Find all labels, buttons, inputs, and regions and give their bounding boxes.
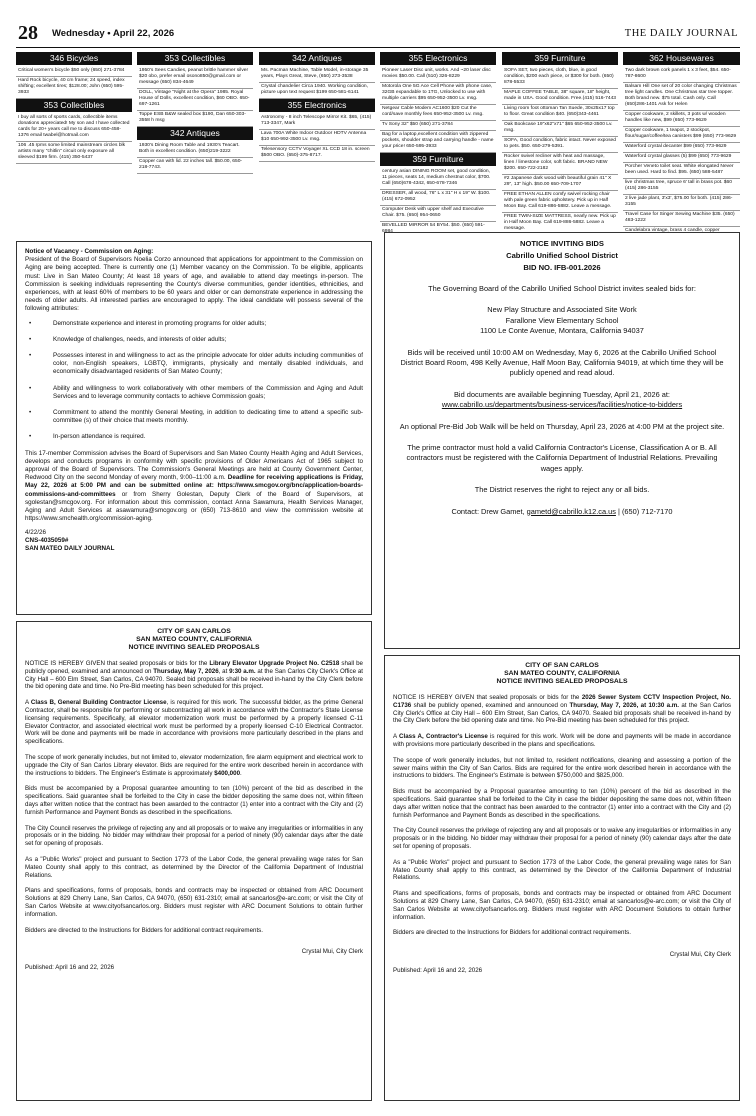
classified-column <box>380 52 496 232</box>
notice-paragraph: Bids must be accompanied by a Proposal guarantee amounting to ten (10%) percent of the bid as described in the specifications. Said guarantee shall be forfeited to the City in case the bidder depositing the same does not, within fifteen days after written notice that the contract has been awarded to the contractor (1) enter into a contract with the City and (2) furnish Performance and Payment Bonds as described in the specifications. <box>393 788 731 819</box>
bid-docs: Bid documents are available beginning Tuesday, April 21, 2026 at: <box>454 389 670 399</box>
notice-date: 4/22/26 <box>25 529 47 537</box>
classified-ad: Lava 700A White Indoor Outdoor HDTV Antenna $10 650-992-3500 Lv. msg. <box>259 130 375 146</box>
category-header: 353 Collectibles <box>16 99 132 112</box>
published-dates: Published: April 16 and 22, 2026 <box>393 966 483 974</box>
category-header: 359 Furniture <box>502 52 618 65</box>
notice-paragraph: The scope of work generally includes, but not limited to, elevator modernization, fire alarm equipment and electrical work to upgrade the City of San Carlos Library elevator. Bids are required for the entire work described herein in accordance with the instructions to bidders. The Engineer's Estimate is approximately $400,000. <box>25 753 363 777</box>
classified-ad: Telesensory CCTV Voyager XL CCD 18 in. screen $500 OBO. (650)-375-8717. <box>259 146 375 162</box>
city-website-link[interactable]: www.cityofsancarlos.org <box>461 905 528 913</box>
san-carlos-sewer-notice <box>384 655 740 1101</box>
category-header: 353 Collectibles <box>137 52 253 65</box>
classified-ad: Copper can with lid. 22 inches tall. $50.00, 650-218-7743. <box>137 158 253 174</box>
classified-ad: Copper cookware, 1 teapot, 2 stockpot, flour/sugar/coffee/tea canisters $99 (650) 773-9629 <box>623 127 740 143</box>
classified-ad: Rocker swivel recliner with heat and massage, linen / limestone color, soft fabric. BRAND NEW $200. 650-722-2182 <box>502 153 618 175</box>
page-number: 28 <box>18 22 38 44</box>
vacancy-contact: or from Sherry Golestan, Deputy Clerk of the Board of Supervisors, at sgolestan@smcgov.org. For information about this commission, contact Anna Sawamura, Health Services Manager, Aging and Adult Services at asawamura@smcgov.org or (650) 713-8610 and view the commission website at https://www.smchealth.org/commission-aging. <box>25 490 363 523</box>
classified-column <box>502 52 618 232</box>
classified-ad: Computer Desk with upper shelf and Executive Chair. $75. (650) 954-0650 <box>380 206 496 222</box>
reject-rights: The District reserves the right to reject any or all bids. <box>474 485 650 495</box>
classified-ad: 1950's Sees Candies, peanut brittle hammer silver $20 obo, prefer email osono850@gmail.com or message (650) 834-4649 <box>137 67 253 89</box>
classified-ad: Oak Bookcase 19"x62"x71" $65 650-952-3500 Lv. msg. <box>502 121 618 137</box>
deadline-text: Deadline for receiving applications is Friday, May 22, 2026 at 5:00 PM and can be submitted online at: https://www.smcgov.org/bnc/application-boards-commissions-and-committees <box>25 474 363 498</box>
classified-ad: Candelabra vintage, brass 4 candle, copper <box>623 227 740 232</box>
attribute-item: • In-person attendance is required. <box>25 433 363 441</box>
classified-ad: Pioneer Laser Disc unit, works. And ~20 laser disc movies $50.00. Call (510) 326-8229 <box>380 67 496 83</box>
page-header <box>16 20 740 48</box>
classified-ad: Waterford crystal glasses (5) $99 (650) 773-9629 <box>623 153 740 163</box>
category-header: 359 Furniture <box>380 153 496 166</box>
classified-ad: Two dark brown cork panels 1 x 3 feet, $54. 650-787-8600 <box>623 67 740 83</box>
classified-ad: Motorola One 5G Ace Cell Phone with phone case, 32GB expandable to 1TG, Unlocked to use with multiple carriers $95 650-952-3500 Lv. msg. <box>380 83 496 105</box>
classified-ad: SOFA SET, two pieces, cloth, blue, in good condition, $200 each piece, or $300 for both. (650) 878-5533 <box>502 67 618 89</box>
classified-ad: 106 .45 rpms some limited mainstream circles blk artists many "chitlin" circuit only exposure all sleeved $199 firm. (415) 350-5437 <box>16 142 132 164</box>
classified-ad: SOFA, Good condition, fabric intact. Never exposed to pets. $50. 650-279-5391. <box>502 137 618 153</box>
classified-ad: Copper cookware, 2 skillets, 3 pots w/ wooden handles like new, $99 (650) 773-9629 <box>623 111 740 127</box>
classified-column <box>259 52 375 232</box>
category-header: 346 Bicycles <box>16 52 132 65</box>
classified-ad: BEVELLED MIRROR 54 BY54. $50. (650) 591-6984 <box>380 222 496 232</box>
classified-ad: Balsam Hill One set of 20 color changing Christmas tree light candles. One Christmas star tree topper. Both brand new. $75 total. Cash only. Call (650)286-1401 Ask for Helen <box>623 83 740 111</box>
notice-city: CITY OF SAN CARLOS <box>525 662 599 669</box>
notice-city: CITY OF SAN CARLOS <box>157 628 231 635</box>
classified-ad: Crystal chandelier Circa 1940. Working condition, picture upon text request $199 650-581-6141 <box>259 83 375 99</box>
notice-paragraph: As a "Public Works" project and pursuant to Section 1773 of the Labor Code, the general prevailing wage rates for San Mateo County shall apply to this contract, as determined by the Director of the California Department of Industrial Relations. <box>393 858 731 882</box>
notice-paragraph: Bidders are directed to the Instructions for Bidders for additional contract requirements. <box>393 929 631 937</box>
bid-district: Cabrillo Unified School District <box>506 251 618 260</box>
vacancy-notice <box>16 241 372 615</box>
bid-contact: Contact: Drew Gamet, gametd@cabrillo.k12.ca.us | (650) 712-7170 <box>451 506 673 516</box>
classified-ad: Critical women's bicycle $50 only (650) 271-3784 <box>16 67 132 77</box>
classified-ad: FREE ETHAN ALLEN comfy swivel rocking chair with pale green fabric upholstery. Pick up in Half Moon Bay. Call 619-886-5882. Leave a message. <box>502 191 618 213</box>
classified-ad: 1930's Dining Room Table and 1930's Teacart. Both in excellent condition. (650)219-3222 <box>137 142 253 158</box>
notice-heading: NOTICE INVITING SEALED PROPOSALS <box>128 644 260 651</box>
city-website-link[interactable]: www.cityofsancarlos.org <box>93 902 160 910</box>
published-dates: Published: April 16 and 22, 2026 <box>25 964 115 972</box>
city-clerk: Crystal Mui, City Clerk <box>301 948 363 956</box>
classified-ad: MAPLE COFFEE TABLE, 38" square, 18" height, made in USA. Good condition. Free.(415) 516-7443 <box>502 89 618 105</box>
attribute-item: • Ability and willingness to work collaboratively with other members of the Commission and Aging and Adult Services and to leverage community contacts to achieve Commission goals; <box>25 385 363 401</box>
classified-ad: Waterford crystal decanter $99 (650) 773-9629 <box>623 143 740 153</box>
notice-paragraph: As a "Public Works" project and pursuant to Section 1773 of the Labor Code, the general prevailing wage rates for San Mateo County shall apply to this contract, as determined by the Director of the California Department of Industrial Relations. <box>25 855 363 879</box>
notice-paragraph: A Class B, General Building Contractor License, is required for this work. The successful bidder, as the prime General Contractor, shall be responsible for performing or subcontracting all work in accordance with the Contractor's State License licensing requirements. Specifically, all elevator modernization work must be performed by a properly licensed C-11 Elevator Contractor, and associated electrical work must be performed by a properly licensed C-10 Electrical Contractor. Work will be done and payments will be made in accordance with provisions more particularly described in the plans and specifications. <box>25 699 363 746</box>
classified-ad: century asian DINING ROOM set, good condition, 11 pieces, seats 14, medium chestnut color, $700. Call (650)678-4342, 650-678-7346 <box>380 168 496 190</box>
notice-paragraph: NOTICE IS HEREBY GIVEN that sealed proposals or bids for the 2026 Sewer System CCTV Inspection Project, No. C1736 shall be publicly opened, examined and announced on Thursday, May 7, 2026, at 10:30 a.m. at the San Carlos City Clerk's Office at City Hall – 600 Elm Street, San Carlos, CA 94070. Sealed bid proposals shall be received in-hand by the City Clerk before the bid opening date and time. No Pre-Bid meeting has been scheduled for this project. <box>393 694 732 725</box>
classified-ad: Travel Case for Singer Sewing Machine $35. (650) 483-1222 <box>623 211 740 227</box>
newspaper-name: THE DAILY JOURNAL <box>624 28 738 39</box>
bid-docs-link[interactable]: www.cabrillo.us/departments/business-services/facilities/notice-to-bidders <box>441 400 683 410</box>
classified-ad: Living room foot ottoman Tan Suede, 30x25x17 top to floor. Great condition $40. (650)343-4461 <box>502 105 618 121</box>
notice-signature <box>25 529 363 553</box>
bid-number: BID NO. IFB-001.2026 <box>523 263 601 272</box>
category-header: 362 Housewares <box>623 52 740 65</box>
classified-ad: Tv Sony 32" $50 (650) 271-3784 <box>380 121 496 131</box>
classified-ad: I buy all sorts of sports cards, collectible items donations appreciated! My son and I have collected cards for 20+ years call me to discuss 650-458-1376 email twabel@hotmail.com <box>16 114 132 142</box>
classified-ad: FREE TWIN-SIZE MATTRESS, nearly new. Pick up in Half Moon Bay. Call 619-886-5882. Leave a message. <box>502 213 618 232</box>
attribute-list <box>25 320 363 442</box>
bid-deadline: Bids will be received until 10:00 AM on Wednesday, May 6, 2026 at the Cabrillo Unified School District Board Room, 498 Kelly Avenue, Half Moon Bay, California 94019, at which time they will be publicly opened and read aloud. <box>400 347 724 378</box>
attribute-item: • Knowledge of challenges, needs, and interests of older adults; <box>25 336 363 344</box>
notice-heading: NOTICE INVITING SEALED PROPOSALS <box>496 678 628 685</box>
project-address: 1100 Le Conte Avenue, Montara, California 94037 <box>480 326 644 336</box>
notice-paragraph: The City Council reserves the privilege of rejecting any and all proposals or to waive any irregularities or informalities in any proposals or in the bidding. No bidder may withdraw their proposal for a period of ninety (90) calendar days after the date set for opening of proposals. <box>25 824 363 848</box>
classified-ad: Bag for a laptop,excellent condition with zippered pockets, shoulder strap and carrying handle - name your price! 650-595-3933 <box>380 131 496 153</box>
classified-ad: Astronomy - 8 inch Telescope Mirror Kit. $65, (415) 713-3347, Mark <box>259 114 375 130</box>
notice-paper: SAN MATEO DAILY JOURNAL <box>25 545 115 553</box>
vacancy-intro: President of the Board of Supervisors Noelia Corzo announced that applications for appointment to the Commission on Aging are being accepted. There is currently one (1) Member vacancy on the Commission. To be eligible, applicants must: Live in San Mateo County; At least 18 years of age, and available to attend day meetings in-person. The Commission is seeking individuals representing the County's diverse communities, gender identities, ethnicities, and experiences, with at least 60% of members to be 60 years and older or can demonstrate experience in addressing the needs of older adults. All interested parties are encouraged to apply. The ideal candidate will possess several of the following attributes: <box>25 256 363 313</box>
notice-county: SAN MATEO COUNTY, CALIFORNIA <box>136 636 252 643</box>
contact-email-link[interactable]: gametd@cabrillo.k12.ca.us <box>526 506 616 516</box>
notice-paragraph: Bids must be accompanied by a Proposal guarantee amounting to ten (10%) percent of the bid as described in the specifications. Said guarantee shall be forfeited to the City in case the bidder depositing the same does not, within fifteen days after written notice that the contract has been awarded to the contractor (1) enter into a contract with the City and (2) furnish Performance and Payment Bonds as described in the specifications. <box>25 785 363 816</box>
bid-intro: The Governing Board of the Cabrillo Unified School District invites sealed bids for: <box>428 284 696 293</box>
project-name: New Play Structure and Associated Site Work <box>487 305 637 315</box>
classified-ad: Netgear Cable Modem AC1600 $20 Cut the cord/save monthly fees 650-952-3500 Lv. msg. <box>380 105 496 121</box>
classified-ad: Hard Rock bicycle, 40 cm frame; 24 speed, index shifting; excellent tires; $128.00; John (650) 595-3933 <box>16 77 132 99</box>
cns-number: CNS-4035059# <box>25 537 69 545</box>
classified-ad: Toppe ESB B&W sealed box $190, Dan 650-303-3558 h msg <box>137 111 253 127</box>
classified-column <box>137 52 253 232</box>
classified-ad: 2 live jade plant, 3'x3', $75.00 for both. (415) 286-3155 <box>623 195 740 211</box>
attribute-item: • Demonstrate experience and interest in promoting programs for older adults; <box>25 320 363 328</box>
notice-paragraph: Plans and specifications, forms of proposals, bonds and contracts may be inspected or obtained from ARC Document Solutions at 829 Cherry Lane, San Carlos, CA 94070, (650) 631-2310; email at sancarlos@e-arc.com; or visit the City of San Carlos Website at www.cityofsancarlos.org. Bidders must register with ARC Document Solutions to obtain further information. <box>393 890 731 921</box>
classified-ad: Ms. Pacman Machine, Table Model, in-storage 35 years, Plays Great, Steve, (650) 273-3538 <box>259 67 375 83</box>
bid-title: NOTICE INVITING BIDS <box>520 239 604 248</box>
category-header: 342 Antiques <box>259 52 375 65</box>
notice-county: SAN MATEO COUNTY, CALIFORNIA <box>504 670 620 677</box>
attribute-item: • Commitment to attend the monthly General Meeting, in addition to dedicating time to attend a specific sub-committee (s) of their choice that meets monthly. <box>25 409 363 425</box>
project-school: Farallone View Elementary School <box>505 315 619 325</box>
classified-ad: Porcher Veneto toilet seat. White elongated Never been used. Hard to find. $95. (650) 588-5487 <box>623 163 740 179</box>
classified-ad: DOLL, Vintage "Night at the Opera" 1985. Royal House of Dolls, excellent condition, $60 OBO. 650-697-1261 <box>137 89 253 111</box>
classified-ad: live christmas tree, spruce 6' tall in brass pot. $60 (415) 286-3155 <box>623 179 740 195</box>
category-header: 355 Electronics <box>380 52 496 65</box>
notice-paragraph: Plans and specifications, forms of proposals, bonds and contracts may be inspected or obtained from ARC Document Solutions at 829 Cherry Lane, San Carlos, CA 94070, (650) 631-2310; email at sancarlos@e-arc.com; or visit the City of San Carlos Website at www.cityofsancarlos.org. Bidders must register with ARC Document Solutions to obtain further information. <box>25 887 363 918</box>
classified-ad: DRESSER, all wood, 76" L x 31" H x 19" W. $100. (415) 672-0952 <box>380 190 496 206</box>
category-header: 355 Electronics <box>259 99 375 112</box>
notice-paragraph: The scope of work generally includes, but not limited to, resident notifications, cleaning and assessing a portion of the sewer mains within the City of San Carlos. Bids are required for the entire work described herein in accordance with the instructions to bidders. The Engineer's Estimate is between $750,000 and $825,000. <box>393 756 731 780</box>
notice-paragraph: NOTICE IS HEREBY GIVEN that sealed proposals or bids for the Library Elevator Upgrade Project No. C2518 shall be publicly opened, examined and announced on Thursday, May 7, 2026, at 9:30 a.m. at the San Carlos City Clerk's Office at City Hall – 600 Elm Street, San Carlos, CA 94070. Sealed bid proposals shall be received in-hand by the City Clerk before the bid opening date and time. No Pre-Bid meeting has been scheduled for this project. <box>25 660 364 691</box>
bid-notice <box>384 232 740 649</box>
city-clerk: Crystal Mui, City Clerk <box>669 951 731 959</box>
job-walk: An optional Pre-Bid Job Walk will be held on Thursday, April 23, 2026 at 4:00 PM at the project site. <box>399 421 725 431</box>
issue-date: Wednesday • April 22, 2026 <box>52 28 175 39</box>
vacancy-title: Notice of Vacancy - Commission on Aging: <box>25 248 154 255</box>
category-header: 342 Antiques <box>137 127 253 140</box>
san-carlos-elevator-notice <box>16 621 372 1101</box>
notice-paragraph: The City Council reserves the privilege of rejecting any and all proposals or to waive any irregularities or informalities in any proposals or in the bidding. No bidder may withdraw their proposal for a period of ninety (90) calendar days after the date set for opening of proposals. <box>393 827 731 850</box>
classified-column <box>623 52 740 232</box>
attribute-item: • Possesses interest in and willingness to act as the principle advocate for older adults including communities of color, non-English speakers, LGBTQ, immigrants, physically and mentally disabled individuals, and economically disadvantaged residents of San Mateo County; <box>25 352 363 377</box>
vacancy-body: This 17-member Commission advises the Board of Supervisors and San Mateo County Health Aging and Adult Services, develops and conducts programs in conformity with specific provisions of Older Americans Act of 1965 subject to approval of the Board of Supervisors. The Commission's General Meetings are held at County Government Center, Redwood City on the second Monday of every month, 9:00–11:00 a.m. <box>25 449 363 482</box>
classified-column <box>16 52 132 232</box>
classified-ad: #2 Japanese dark wood with beautiful grain 41" X 29", 13" high. $50.00 650-709-1707 <box>502 175 618 191</box>
notice-paragraph: Bidders are directed to the Instructions for Bidders for additional contract requirements. <box>25 926 263 934</box>
license-requirement: The prime contractor must hold a valid California Contractor's License, Classification A or B. All contractors must be registered with the California Department of Industrial Relations. Prevailing wages apply. <box>406 443 718 473</box>
notice-paragraph: A Class A, Contractor's License is required for this work. Work will be done and payments will be made in accordance with provisions more particularly described in the plans and specifications. <box>393 733 731 748</box>
